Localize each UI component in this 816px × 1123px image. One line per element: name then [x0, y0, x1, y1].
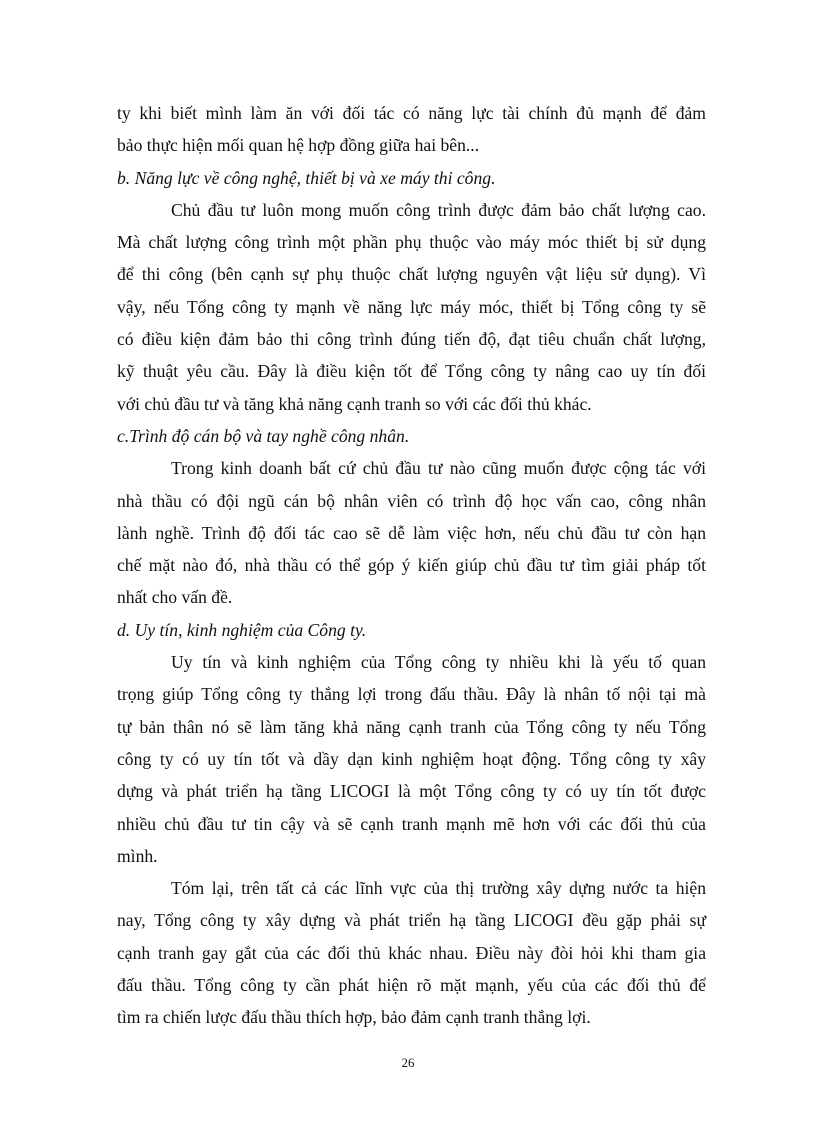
text-line: công ty có uy tín tốt và dầy dạn kinh nghiệm hoạt động. Tổng công ty xây — [117, 748, 706, 769]
paragraph-summary — [117, 872, 706, 1033]
text-line: mình. — [117, 845, 158, 866]
text-line: bảo thực hiện mối quan hệ hợp đồng giữa hai bên... — [117, 135, 480, 156]
text-line: Trong kinh doanh bất cứ chủ đầu tư nào cũng muốn được cộng tác với — [171, 458, 706, 479]
page-number: 26 — [401, 1055, 415, 1070]
text-line: Tóm lại, trên tất cả các lĩnh vực của thị trường xây dựng nước ta hiện — [171, 878, 706, 899]
text-line: ty khi biết mình làm ăn với đối tác có năng lực tài chính đủ mạnh để đảm — [117, 103, 706, 123]
paragraph-technology — [117, 194, 706, 420]
text-line: vậy, nếu Tổng công ty mạnh về năng lực máy móc, thiết bị Tổng công ty sẽ — [117, 296, 706, 317]
text-line: kỹ thuật yêu cầu. Đây là điều kiện tốt để Tổng công ty nâng cao uy tín đối — [117, 361, 706, 382]
text-line: trọng giúp Tổng công ty thắng lợi trong đấu thầu. Đây là nhân tố nội tại mà — [117, 684, 706, 705]
document-page — [117, 97, 706, 1034]
text-line: tìm ra chiến lược đấu thầu thích hợp, bảo đảm cạnh tranh thắng lợi. — [117, 1007, 591, 1028]
text-line: dựng và phát triển hạ tầng LICOGI là một Tổng công ty có uy tín tốt được — [117, 781, 706, 802]
paragraph-reputation — [117, 646, 706, 872]
text-line: nay, Tổng công ty xây dựng và phát triển hạ tầng LICOGI đều gặp phải sự — [117, 910, 706, 931]
text-line: nhất cho vấn đề. — [117, 587, 233, 608]
text-line: nhà thầu có đội ngũ cán bộ nhân viên có trình độ học vấn cao, công nhân — [117, 490, 706, 511]
text-line: để thi công (bên cạnh sự phụ thuộc chất lượng nguyên vật liệu sử dụng). Vì — [117, 264, 706, 285]
paragraph-continuation — [117, 97, 706, 162]
section-heading-d: d. Uy tín, kinh nghiệm của Công ty. — [117, 619, 367, 640]
section-heading-b: b. Năng lực về công nghệ, thiết bị và xe máy thi công. — [117, 167, 496, 188]
text-line: đấu thầu. Tổng công ty cần phát hiện rõ mặt mạnh, yếu của các đối thủ để — [117, 975, 706, 996]
text-line: Uy tín và kinh nghiệm của Tổng công ty nhiều khi là yếu tố quan — [171, 652, 706, 673]
text-line: với chủ đầu tư và tăng khả năng cạnh tranh so với các đối thủ khác. — [117, 393, 592, 414]
text-line: chế mặt nào đó, nhà thầu có thể góp ý kiến giúp chủ đầu tư tìm giải pháp tốt — [117, 555, 706, 576]
text-line: tự bản thân nó sẽ làm tăng khả năng cạnh tranh của Tổng công ty nếu Tổng — [117, 716, 706, 737]
paragraph-staff — [117, 452, 706, 613]
section-heading-c: c.Trình độ cán bộ và tay nghề công nhân. — [117, 425, 410, 446]
text-line: lành nghề. Trình độ đối tác cao sẽ dễ làm việc hơn, nếu chủ đầu tư còn hạn — [117, 522, 706, 543]
text-line: cạnh tranh gay gắt của các đối thủ khác nhau. Điều này đòi hỏi khi tham gia — [117, 942, 706, 963]
text-line: nhiều chủ đầu tư tin cậy và sẽ cạnh tranh mạnh mẽ hơn với các đối thủ của — [117, 813, 706, 834]
text-line: Mà chất lượng công trình một phần phụ thuộc vào máy móc thiết bị sử dụng — [117, 232, 706, 253]
text-line: có điều kiện đảm bảo thi công trình đúng tiến độ, đạt tiêu chuẩn chất lượng, — [117, 329, 706, 350]
text-line: Chủ đầu tư luôn mong muốn công trình được đảm bảo chất lượng cao. — [171, 199, 706, 220]
